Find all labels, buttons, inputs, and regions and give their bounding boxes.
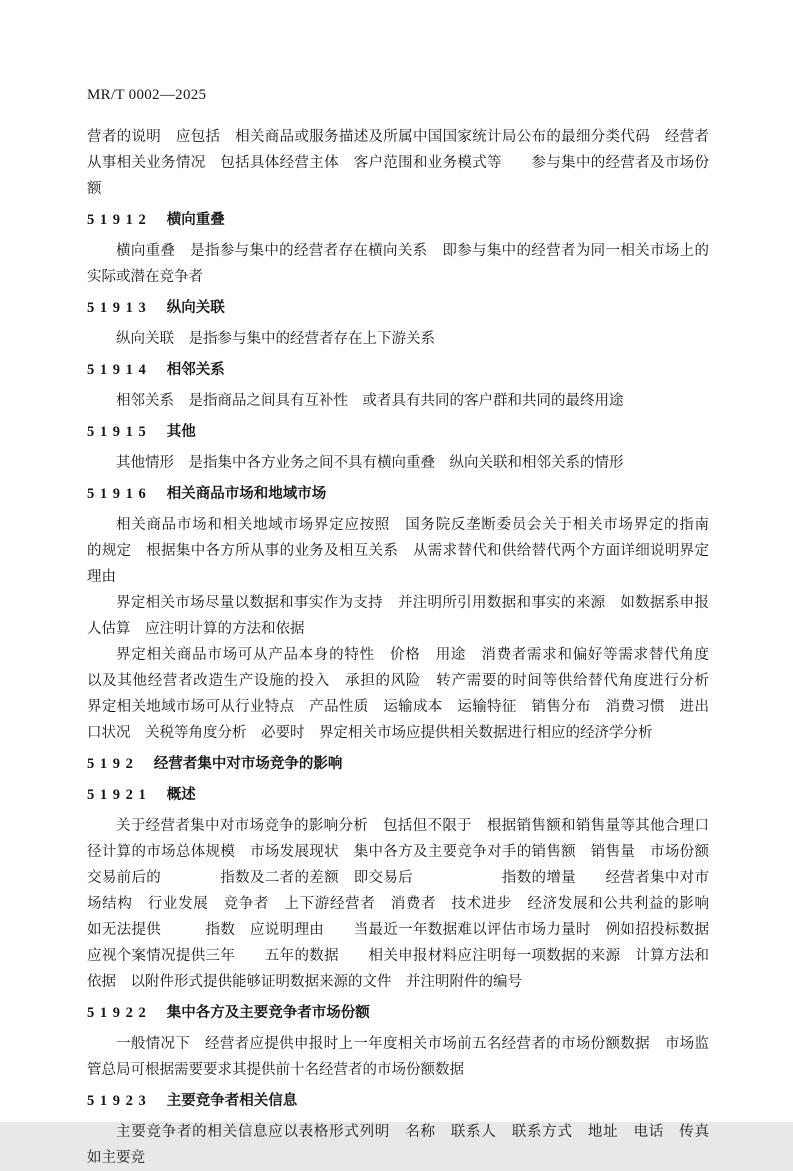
section-heading-51912 [87, 207, 709, 233]
section-number: 5 1 9 2 2 [87, 1005, 147, 1021]
section-heading-5192 [87, 751, 709, 777]
paragraph: 界定相关市场尽量以数据和事实作为支持 并注明所引用数据和事实的来源 如数据系申报人估算 应注明计算的方法和依据 [87, 595, 709, 637]
section-number: 5 1 9 1 5 [87, 424, 147, 440]
section-title: 概述 [166, 787, 196, 803]
paragraph: 界定相关商品市场可从产品本身的特性 价格 用途 消费者需求和偏好等需求替代角度 以及其他经营者改造生产设施的投入 承担的风险 转产需要的时间等供给替代角度进行分析 界定相关地域市场可从行业特点 产品性质 运输成本 运输特征 销售分布 消费习惯 进出口状况 关税等角度分析 必要时 界定相关市场应提供相关数据进行相应的经济学分析 [87, 647, 738, 741]
paragraph: 纵向关联 是指参与集中的经营者存在上下游关系 [116, 331, 435, 347]
section-title: 主要竞争者相关信息 [166, 1093, 298, 1109]
section-title: 横向重叠 [166, 212, 225, 228]
paragraph: 相邻关系 是指商品之间具有互补性 或者具有共同的客户群和共同的最终用途 [116, 393, 624, 409]
paragraph: 关于经营者集中对市场竞争的影响分析 包括但不限于 根据销售额和销售量等其他合理口径计算的市场总体规模 市场发展现状 集中各方及主要竞争对手的销售额 销售量 市场份额 交易前后的 指数及二者的差额 即交易后 指数的增量 经营者集中对市场结构 行业发展 竞争者 上下游经营者 消费者 技术进步 经济发展和公共利益的影响 如无法提供 指数 应说明理由 当最近一年数据难以评估市场力量时 例如招投标数据 应视个案情况提供三年 五年的数据 相关申报材料应注明每一项数据的来源 计算方法和依据 以附件形式提供能够证明数据来源的文件 并注明附件的编号 [87, 818, 738, 990]
section-title: 经营者集中对市场竞争的影响 [153, 756, 343, 772]
section-heading-51922 [87, 1000, 709, 1026]
section-number: 5 1 9 2 3 [87, 1093, 147, 1109]
section-title: 相邻关系 [166, 362, 225, 378]
section-title: 纵向关联 [166, 300, 225, 316]
section-title: 集中各方及主要竞争者市场份额 [166, 1005, 370, 1021]
paragraph: 一般情况下 经营者应提供申报时上一年度相关市场前五名经营者的市场份额数据 市场监管总局可根据需要要求其提供前十名经营者的市场份额数据 [87, 1036, 709, 1078]
section-number: 5 1 9 1 4 [87, 362, 147, 378]
paragraph: 相关商品市场和相关地域市场界定应按照 国务院反垄断委员会关于相关市场界定的指南 的规定 根据集中各方所从事的业务及相互关系 从需求替代和供给替代两个方面详细说明界定理由 [87, 517, 724, 585]
section-number: 5 1 9 1 2 [87, 212, 147, 228]
paragraph: 其他情形 是指集中各方业务之间不具有横向重叠 纵向关联和相邻关系的情形 [116, 455, 624, 471]
section-heading-51923 [87, 1088, 709, 1114]
doc-number: MR/T 0002—2025 [87, 87, 207, 103]
document-body [87, 124, 738, 1171]
section-heading-51921 [87, 782, 709, 808]
section-heading-51916 [87, 481, 709, 507]
section-title: 相关商品市场和地域市场 [166, 486, 327, 502]
paragraph: 主要竞争者的相关信息应以表格形式列明 名称 联系人 联系方式 地址 电话 传真 如主要竞 [87, 1124, 738, 1166]
section-heading-51914 [87, 357, 709, 383]
section-heading-51915 [87, 419, 709, 445]
section-number: 5 1 9 1 3 [87, 300, 147, 316]
paragraph-continued: 营者的说明 应包括 相关商品或服务描述及所属中国国家统计局公布的最细分类代码 经营者从事相关业务情况 包括具体经营主体 客户范围和业务模式等 参与集中的经营者及市场份额 [87, 129, 709, 197]
section-title: 其他 [166, 424, 196, 440]
section-number: 5 1 9 2 1 [87, 787, 147, 803]
section-number: 5 1 9 2 [87, 756, 134, 772]
section-number: 5 1 9 1 6 [87, 486, 147, 502]
paragraph: 横向重叠 是指参与集中的经营者存在横向关系 即参与集中的经营者为同一相关市场上的实际或潜在竞争者 [87, 243, 709, 285]
section-heading-51913 [87, 295, 709, 321]
